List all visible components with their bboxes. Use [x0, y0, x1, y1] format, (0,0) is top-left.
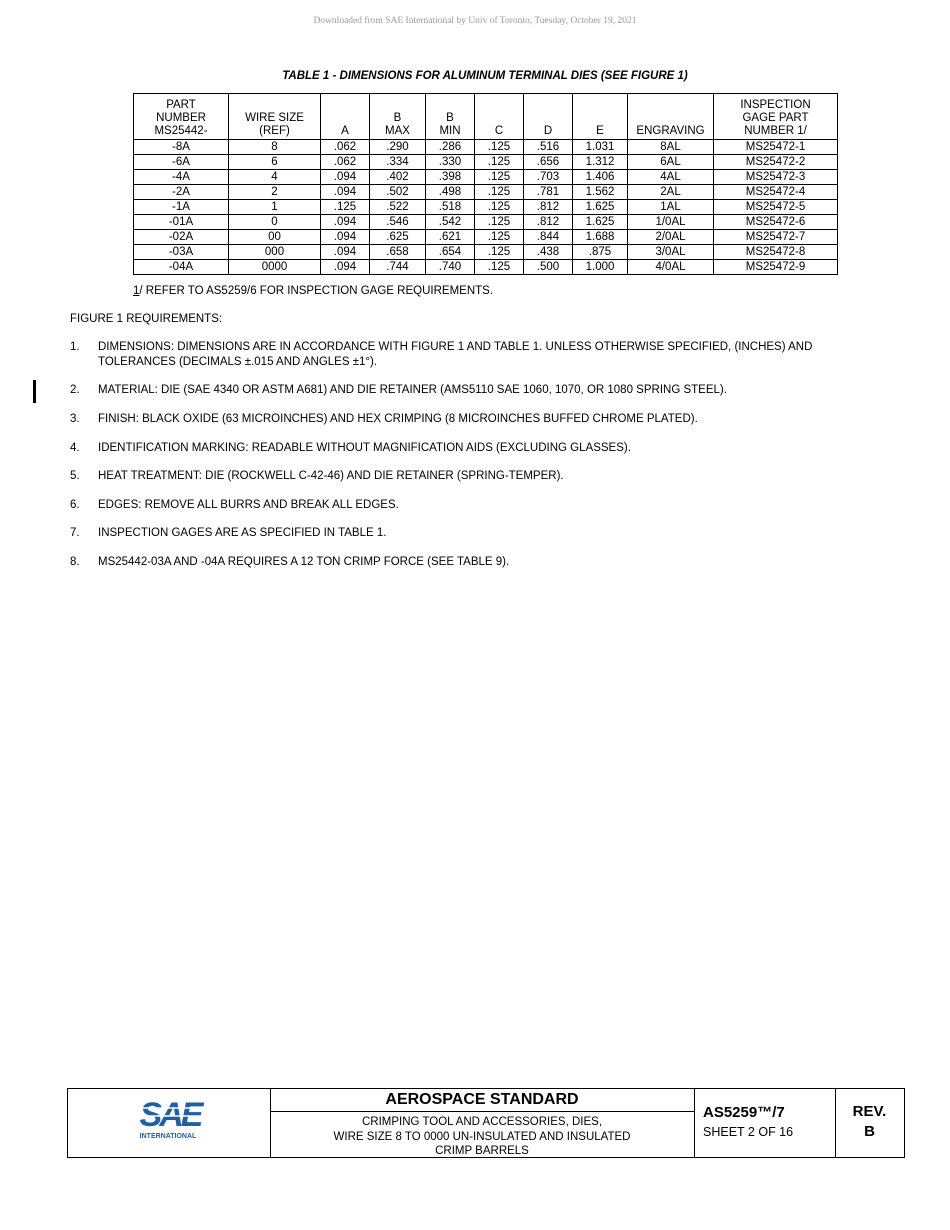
cell-c: .125	[475, 230, 524, 245]
title-block	[67, 1088, 905, 1158]
title-block-number	[694, 1089, 836, 1157]
title-block-center	[270, 1089, 695, 1157]
cell-e: 1.625	[573, 215, 628, 230]
cell-a: .094	[321, 170, 370, 185]
cell-engraving: 2/0AL	[628, 230, 714, 245]
cell-e: 1.688	[573, 230, 628, 245]
cell-inspection-gage: MS25472-6	[714, 215, 838, 230]
cell-b-min: .330	[426, 155, 475, 170]
table-row	[134, 155, 838, 170]
footnote	[133, 285, 493, 297]
cell-wire-size: 0	[229, 215, 321, 230]
cell-b-max: .658	[370, 245, 426, 260]
cell-b-min: .740	[426, 260, 475, 275]
requirement-number: 1.	[70, 341, 80, 353]
cell-e: 1.000	[573, 260, 628, 275]
cell-d: .844	[524, 230, 573, 245]
cell-b-max: .502	[370, 185, 426, 200]
cell-engraving: 6AL	[628, 155, 714, 170]
requirement-number: 8.	[70, 556, 80, 568]
cell-wire-size: 8	[229, 140, 321, 155]
header-b-max: B MAX	[370, 94, 426, 140]
cell-part-number: -01A	[134, 215, 229, 230]
table-header-row	[134, 94, 838, 140]
requirement-number: 3.	[70, 413, 80, 425]
cell-d: .781	[524, 185, 573, 200]
cell-a: .062	[321, 155, 370, 170]
table-row	[134, 215, 838, 230]
cell-d: .516	[524, 140, 573, 155]
cell-a: .062	[321, 140, 370, 155]
cell-b-max: .402	[370, 170, 426, 185]
cell-d: .812	[524, 215, 573, 230]
cell-c: .125	[475, 170, 524, 185]
requirement-text: IDENTIFICATION MARKING: READABLE WITHOUT MAGNIFICATION AIDS (EXCLUDING GLASSES).	[98, 442, 631, 454]
cell-e: 1.406	[573, 170, 628, 185]
cell-d: .438	[524, 245, 573, 260]
cell-a: .125	[321, 200, 370, 215]
cell-d: .703	[524, 170, 573, 185]
requirement-number: 4.	[70, 442, 80, 454]
standard-type: AEROSPACE STANDARD	[270, 1089, 694, 1112]
download-watermark: Downloaded from SAE International by Univ of Toronto, Tuesday, October 19, 2021	[313, 16, 637, 26]
change-bar	[33, 380, 36, 403]
cell-a: .094	[321, 215, 370, 230]
cell-wire-size: 1	[229, 200, 321, 215]
cell-a: .094	[321, 230, 370, 245]
dimensions-table	[133, 93, 838, 275]
cell-d: .656	[524, 155, 573, 170]
cell-d: .500	[524, 260, 573, 275]
cell-b-min: .398	[426, 170, 475, 185]
table-body	[134, 140, 838, 275]
cell-b-min: .498	[426, 185, 475, 200]
cell-inspection-gage: MS25472-5	[714, 200, 838, 215]
header-inspection-gage: INSPECTION GAGE PART NUMBER 1/	[714, 94, 838, 140]
description-line: CRIMP BARRELS	[435, 1145, 529, 1157]
cell-b-min: .654	[426, 245, 475, 260]
footnote-text: / REFER TO AS5259/6 FOR INSPECTION GAGE REQUIREMENTS.	[139, 285, 494, 297]
cell-part-number: -02A	[134, 230, 229, 245]
cell-c: .125	[475, 200, 524, 215]
cell-c: .125	[475, 245, 524, 260]
cell-wire-size: 4	[229, 170, 321, 185]
cell-inspection-gage: MS25472-1	[714, 140, 838, 155]
cell-wire-size: 000	[229, 245, 321, 260]
cell-inspection-gage: MS25472-2	[714, 155, 838, 170]
table-row	[134, 230, 838, 245]
cell-c: .125	[475, 140, 524, 155]
cell-a: .094	[321, 185, 370, 200]
document-description	[270, 1115, 694, 1159]
header-part-number: PART NUMBER MS25442-	[134, 94, 229, 140]
requirement-number: 7.	[70, 527, 80, 539]
cell-b-max: .334	[370, 155, 426, 170]
table-row	[134, 170, 838, 185]
header-b-min: B MIN	[426, 94, 475, 140]
table-row	[134, 185, 838, 200]
description-line: CRIMPING TOOL AND ACCESSORIES, DIES,	[361, 1116, 603, 1128]
cell-wire-size: 6	[229, 155, 321, 170]
logo-subtext: INTERNATIONAL	[139, 1133, 197, 1140]
description-line: WIRE SIZE 8 TO 0000 UN-INSULATED AND INSULATED	[333, 1130, 631, 1143]
requirement-number: 6.	[70, 499, 80, 511]
table-row	[134, 140, 838, 155]
requirement-number: 2.	[70, 384, 80, 396]
cell-part-number: -2A	[134, 185, 229, 200]
cell-b-max: .744	[370, 260, 426, 275]
cell-inspection-gage: MS25472-8	[714, 245, 838, 260]
cell-part-number: -04A	[134, 260, 229, 275]
cell-b-min: .286	[426, 140, 475, 155]
cell-inspection-gage: MS25472-4	[714, 185, 838, 200]
table-row	[134, 260, 838, 275]
footnote-mark: 1	[133, 285, 140, 297]
cell-wire-size: 0000	[229, 260, 321, 275]
revision-label: REV.	[852, 1103, 887, 1120]
cell-d: .812	[524, 200, 573, 215]
cell-b-min: .518	[426, 200, 475, 215]
header-d: D	[524, 94, 573, 140]
header-a: A	[321, 94, 370, 140]
cell-c: .125	[475, 185, 524, 200]
cell-e: 1.312	[573, 155, 628, 170]
requirement-text: FINISH: BLACK OXIDE (63 MICROINCHES) AND HEX CRIMPING (8 MICROINCHES BUFFED CHROME PLATED).	[98, 413, 698, 425]
table-row	[134, 200, 838, 215]
cell-wire-size: 00	[229, 230, 321, 245]
header-e: E	[573, 94, 628, 140]
table-row	[134, 245, 838, 260]
cell-part-number: -03A	[134, 245, 229, 260]
requirement-text: DIMENSIONS: DIMENSIONS ARE IN ACCORDANCE WITH FIGURE 1 AND TABLE 1. UNLESS OTHERWISE SPECIFIED, (INCHES) AND TOLERANCES (DECIMALS ±.015 AND ANGLES ±1°).	[98, 341, 813, 368]
cell-b-max: .625	[370, 230, 426, 245]
cell-a: .094	[321, 245, 370, 260]
cell-b-min: .621	[426, 230, 475, 245]
cell-wire-size: 2	[229, 185, 321, 200]
requirement-text: INSPECTION GAGES ARE AS SPECIFIED IN TABLE 1.	[98, 527, 387, 539]
cell-b-min: .542	[426, 215, 475, 230]
requirement-text: HEAT TREATMENT: DIE (ROCKWELL C-42-46) AND DIE RETAINER (SPRING-TEMPER).	[98, 470, 564, 482]
cell-part-number: -8A	[134, 140, 229, 155]
sheet-number: SHEET 2 OF 16	[703, 1125, 794, 1139]
cell-engraving: 1AL	[628, 200, 714, 215]
logo-text: SAE	[139, 1096, 201, 1134]
cell-inspection-gage: MS25472-3	[714, 170, 838, 185]
cell-part-number: -1A	[134, 200, 229, 215]
sae-logo	[68, 1089, 271, 1157]
cell-b-max: .546	[370, 215, 426, 230]
requirement-text: EDGES: REMOVE ALL BURRS AND BREAK ALL EDGES.	[98, 499, 399, 511]
revision-value: B	[864, 1123, 875, 1140]
cell-engraving: 2AL	[628, 185, 714, 200]
title-block-revision	[835, 1089, 904, 1157]
requirements-heading: FIGURE 1 REQUIREMENTS:	[70, 313, 223, 325]
cell-part-number: -6A	[134, 155, 229, 170]
requirement-text: MS25442-03A AND -04A REQUIRES A 12 TON CRIMP FORCE (SEE TABLE 9).	[98, 556, 510, 568]
cell-engraving: 8AL	[628, 140, 714, 155]
header-c: C	[475, 94, 524, 140]
cell-e: 1.031	[573, 140, 628, 155]
cell-c: .125	[475, 155, 524, 170]
cell-engraving: 3/0AL	[628, 245, 714, 260]
header-wire-size: WIRE SIZE (REF)	[229, 94, 321, 140]
cell-e: .875	[573, 245, 628, 260]
cell-c: .125	[475, 215, 524, 230]
document-number: AS5259™/7	[703, 1104, 785, 1121]
cell-part-number: -4A	[134, 170, 229, 185]
cell-engraving: 4AL	[628, 170, 714, 185]
header-engraving: ENGRAVING	[628, 94, 714, 140]
requirement-number: 5.	[70, 470, 80, 482]
cell-engraving: 4/0AL	[628, 260, 714, 275]
cell-inspection-gage: MS25472-7	[714, 230, 838, 245]
table-title: TABLE 1 - DIMENSIONS FOR ALUMINUM TERMINAL DIES (SEE FIGURE 1)	[282, 70, 688, 82]
cell-e: 1.625	[573, 200, 628, 215]
cell-e: 1.562	[573, 185, 628, 200]
cell-c: .125	[475, 260, 524, 275]
requirement-text: MATERIAL: DIE (SAE 4340 OR ASTM A681) AND DIE RETAINER (AMS5110 SAE 1060, 1070, OR 1080 SPRING STEEL).	[98, 384, 727, 396]
cell-b-max: .522	[370, 200, 426, 215]
cell-a: .094	[321, 260, 370, 275]
cell-engraving: 1/0AL	[628, 215, 714, 230]
sae-logo-icon	[134, 1096, 206, 1142]
cell-inspection-gage: MS25472-9	[714, 260, 838, 275]
cell-b-max: .290	[370, 140, 426, 155]
